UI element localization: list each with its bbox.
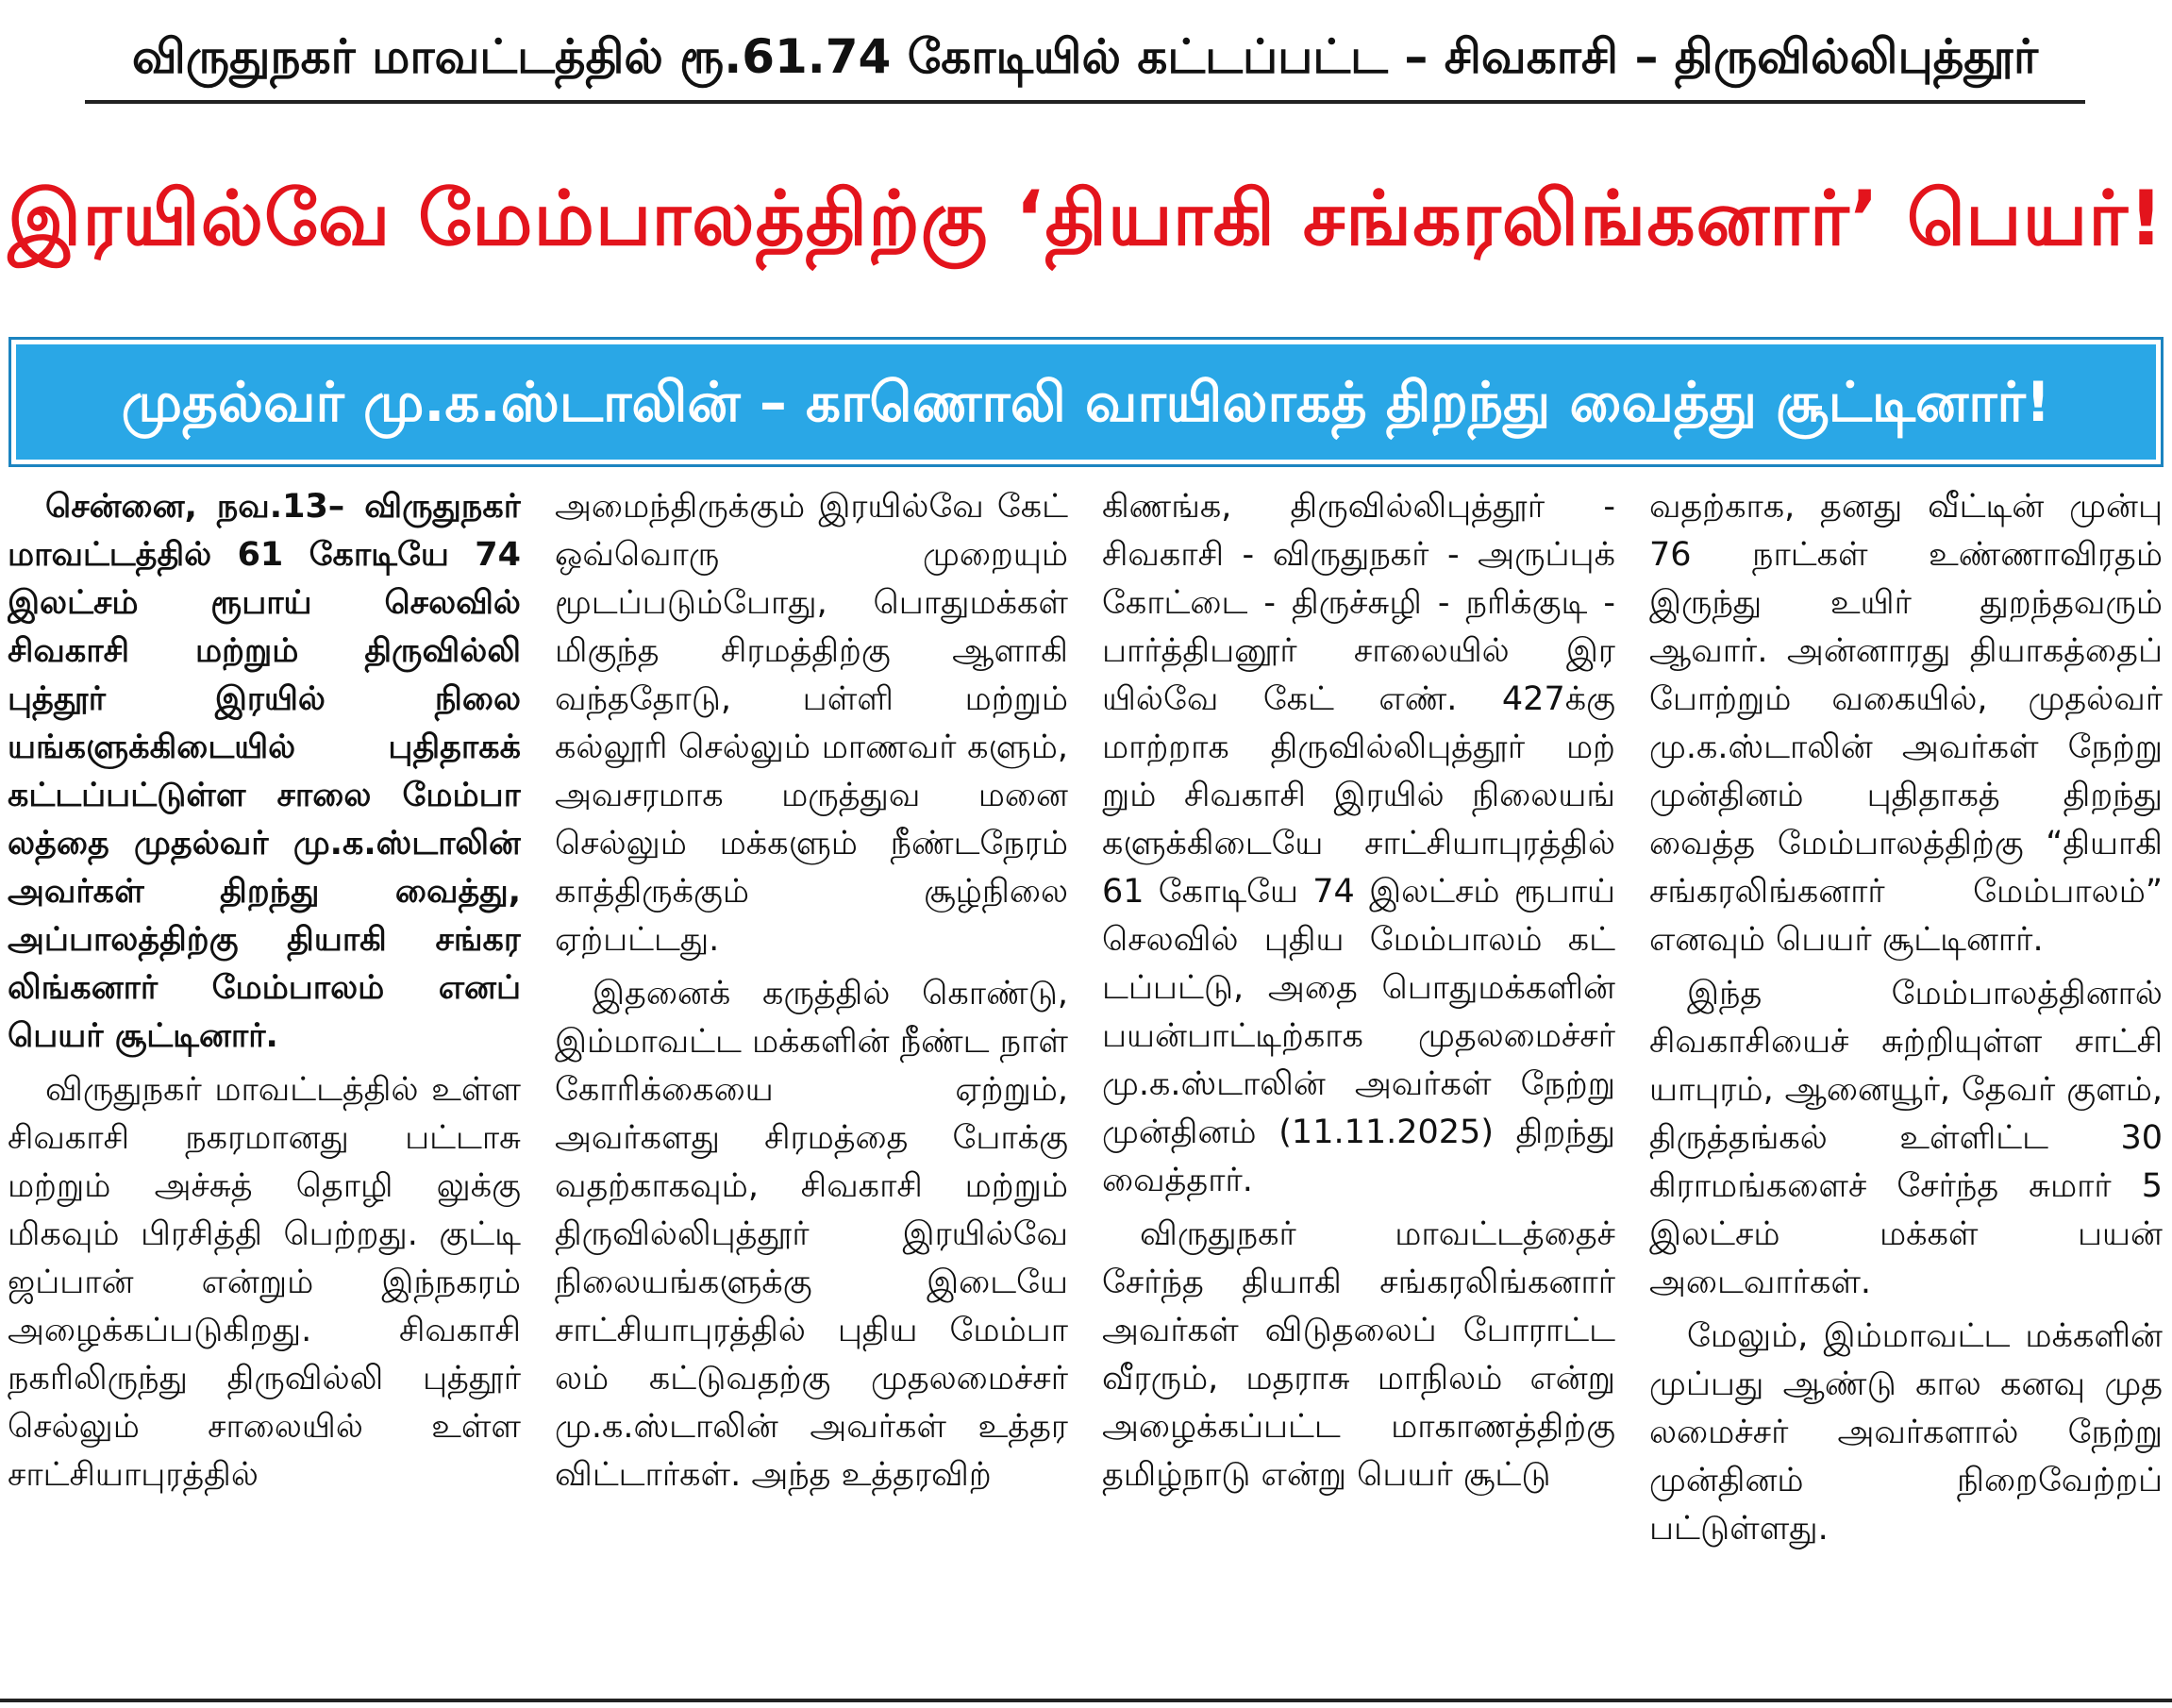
article-paragraph: விருதுநகர் மாவட்டத்தில் உள்ள சிவகாசி நகரமானது பட்டாசு மற்றும் அச்சுத் தொழி லுக்கு மிகவும் பிரசித்தி பெற்றது. குட்டி ஜப்பான் என்றும் இந்நகரம் அழைக்கப்படுகிறது. சிவகாசி நகரிலிருந்து திருவில்லி புத்தூர் செல்லும் சாலையில் உள்ள சாட்சியாபுரத்தில் — [8, 1071, 521, 1494]
article-paragraph: விருதுநகர் மாவட்டத்தைச் சேர்ந்த தியாகி சங்கரலிங்கனார் அவர்கள் விடுதலைப் போராட்ட வீரரும், மதராசு மாநிலம் என்று அழைக்கப்பட்ட மாகாணத்திற்கு தமிழ்நாடு என்று பெயர் சூட்டு — [1102, 1215, 1615, 1494]
subheadline-banner — [11, 340, 2161, 464]
lead-paragraph — [8, 483, 521, 1061]
article-paragraph: இந்த மேம்பாலத்தினால் சிவகாசியைச் சுற்றியுள்ள சாட்சி யாபுரம், ஆனையூர், தேவர் குளம், திருத்தங்கல் உள்ளிட்ட 30 கிராமங்களைச் சேர்ந்த சுமார் 5 இலட்சம் மக்கள் பயன் அடைவார்கள். — [1649, 975, 2163, 1301]
article-paragraph: வதற்காக, தனது வீட்டின் முன்பு 76 நாட்கள் உண்ணாவிரதம் இருந்து உயிர் துறந்தவரும் ஆவார். அன்னாரது தியாகத்தைப் போற்றும் வகையில், முதல்வர் மு.க.ஸ்டாலின் அவர்கள் நேற்று முன்தினம் புதிதாகத் திறந்து வைத்த மேம்பாலத்திற்கு “தியாகி சங்கரலிங்கனார் மேம்பாலம்” எனவும் பெயர் சூட்டினார். — [1649, 488, 2163, 959]
dateline: சென்னை, நவ.13– — [45, 488, 345, 526]
lead-text: விருதுநகர் மாவட்டத்தில் 61 கோடியே 74 இலட்சம் ரூபாய் செலவில் சிவகாசி மற்றும் திருவில்லி புத்தூர் இரயில் நிலை யங்களுக்கிடையில் புதிதாகக் கட்டப்பட்டுள்ள சாலை மேம்பா லத்தை முதல்வர் மு.க.ஸ்டாலின் அவர்கள் திறந்து வைத்து, அப்பாலத்திற்கு தியாகி சங்கர லிங்கனார் மேம்பாலம் எனப் பெயர் சூட்டினார். — [8, 488, 521, 1055]
article-column-3 — [1102, 483, 1615, 1672]
article-paragraph: இதனைக் கருத்தில் கொண்டு, இம்மாவட்ட மக்களின் நீண்ட நாள் கோரிக்கையை ஏற்றும், அவர்களது சிரமத்தை போக்கு வதற்காகவும், சிவகாசி மற்றும் திருவில்லிபுத்தூர் இரயில்வே நிலையங்களுக்கு இடையே சாட்சியாபுரத்தில் புதிய மேம்பா லம் கட்டுவதற்கு முதலமைச்சர் மு.க.ஸ்டாலின் அவர்கள் உத்தர விட்டார்கள். அந்த உத்தரவிற் — [555, 975, 1068, 1494]
article-body — [8, 483, 2163, 1672]
article-paragraph: அமைந்திருக்கும் இரயில்வே கேட் ஒவ்வொரு முறையும் மூடப்படும்போது, பொதுமக்கள் மிகுந்த சிரமத்திற்கு ஆளாகி வந்ததோடு, பள்ளி மற்றும் கல்லூரி செல்லும் மாணவர் களும், அவசரமாக மருத்துவ மனை செல்லும் மக்களும் நீண்டநேரம் காத்திருக்கும் சூழ்நிலை ஏற்பட்டது. — [555, 488, 1068, 959]
main-headline: இரயில்வே மேம்பாலத்திற்கு ‘தியாகி சங்கரலிங்கனார்’ பெயர்! — [8, 175, 2164, 262]
bottom-rule — [0, 1699, 2172, 1702]
kicker-headline: விருதுநகர் மாவட்டத்தில் ரூ.61.74 கோடியில் கட்டப்பட்ட – சிவகாசி – திருவில்லிபுத்தூர் — [85, 13, 2085, 104]
subheadline-text: முதல்வர் மு.க.ஸ்டாலின் – காணொலி வாயிலாகத் திறந்து வைத்து சூட்டினார்! — [121, 370, 2051, 434]
article-column-2 — [555, 483, 1068, 1672]
article-paragraph: கிணங்க, திருவில்லிபுத்தூர் - சிவகாசி - விருதுநகர் - அருப்புக் கோட்டை - திருச்சுழி - நரிக்குடி - பார்த்திபனூர் சாலையில் இர யில்வே கேட் எண். 427க்கு மாற்றாக திருவில்லிபுத்தூர் மற் றும் சிவகாசி இரயில் நிலையங் களுக்கிடையே சாட்சியாபுரத்தில் 61 கோடியே 74 இலட்சம் ரூபாய் செலவில் புதிய மேம்பாலம் கட் டப்பட்டு, அதை பொதுமக்களின் பயன்பாட்டிற்காக முதலமைச்சர் மு.க.ஸ்டாலின் அவர்கள் நேற்று முன்தினம் (11.11.2025) திறந்து வைத்தார். — [1102, 488, 1615, 1199]
article-column-1 — [8, 483, 521, 1672]
article-column-4 — [1649, 483, 2163, 1672]
article-paragraph: மேலும், இம்மாவட்ட மக்களின் முப்பது ஆண்டு கால கனவு முத லமைச்சர் அவர்களால் நேற்று முன்தினம் நிறைவேற்றப் பட்டுள்ளது. — [1649, 1317, 2163, 1548]
